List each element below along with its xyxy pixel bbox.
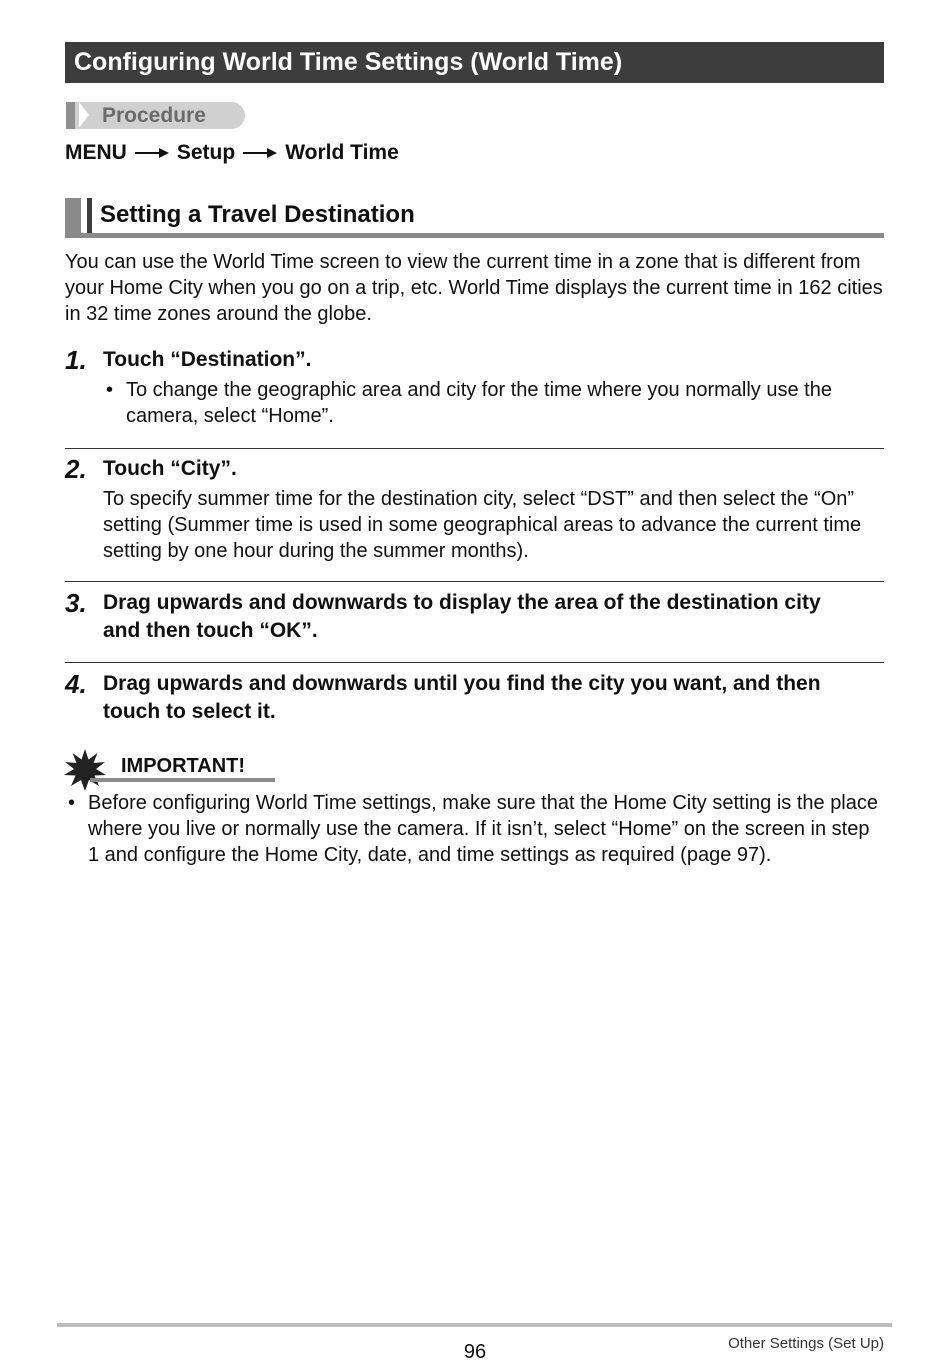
important-notes	[65, 790, 884, 868]
step-divider	[65, 581, 884, 582]
page-title: Configuring World Time Settings (World Time)	[65, 42, 884, 83]
bullet-item	[65, 790, 884, 868]
heading-rule	[65, 233, 884, 238]
heading-marker	[65, 198, 81, 236]
step-number: 3.	[65, 588, 87, 618]
step-number: 4.	[65, 669, 87, 699]
bullet-text: Before configuring World Time settings, make sure that the Home City setting is the place where you live or normally use the camera. If it isn’t, select “Home” on the screen in step 1 and configure the Home City, date, and time settings as required (page 97).	[88, 792, 878, 866]
step-title: Touch “Destination”.	[103, 348, 312, 371]
menu-path-item: Setup	[176, 141, 236, 164]
step-title: Drag upwards and downwards to display the area of the destination city and then touch “OK”.	[103, 591, 821, 642]
step-body	[103, 377, 883, 429]
footer-rule	[57, 1323, 892, 1327]
step-title: Drag upwards and downwards until you find the city you want, and then touch to select it.	[103, 672, 821, 723]
arrow-right-icon	[135, 148, 169, 158]
step-divider	[65, 448, 884, 449]
arrow-right-icon	[243, 148, 277, 158]
tab-marker	[66, 102, 75, 129]
footer-section-title: Other Settings (Set Up)	[728, 1335, 884, 1352]
step-title: Touch “City”.	[103, 457, 237, 480]
heading-marker	[87, 198, 92, 236]
section-heading	[65, 198, 884, 239]
procedure-label: Procedure	[102, 104, 206, 127]
important-burst-icon	[64, 749, 106, 791]
step-body: To specify summer time for the destination city, select “DST” and then select the “On” setting (Summer time is used in some geographical areas to advance the current time setting by one hour during the summer months).	[103, 488, 862, 562]
bullet-item	[103, 377, 883, 429]
bullet-icon: •	[68, 792, 76, 814]
bullet-icon: •	[106, 379, 114, 401]
menu-path-item: MENU	[65, 141, 127, 164]
intro-paragraph: You can use the World Time screen to view the current time in a zone that is different from your Home City when you go on a trip, etc. World Time displays the current time in 162 cities in 32 time zones around the globe.	[65, 251, 883, 325]
menu-path	[65, 139, 399, 167]
section-title: Setting a Travel Destination	[100, 201, 415, 228]
procedure-label-tab	[66, 102, 245, 129]
chevron-right-icon	[79, 102, 89, 128]
important-heading	[64, 749, 276, 789]
important-label: IMPORTANT!	[121, 755, 246, 777]
important-underline	[90, 778, 275, 782]
step-number: 1.	[65, 345, 87, 375]
step-divider	[65, 662, 884, 663]
bullet-text: To change the geographic area and city for the time where you normally use the camera, select “Home”.	[126, 379, 832, 427]
menu-path-item: World Time	[285, 141, 399, 164]
step-number: 2.	[65, 454, 87, 484]
page-number: 96	[463, 1341, 487, 1363]
